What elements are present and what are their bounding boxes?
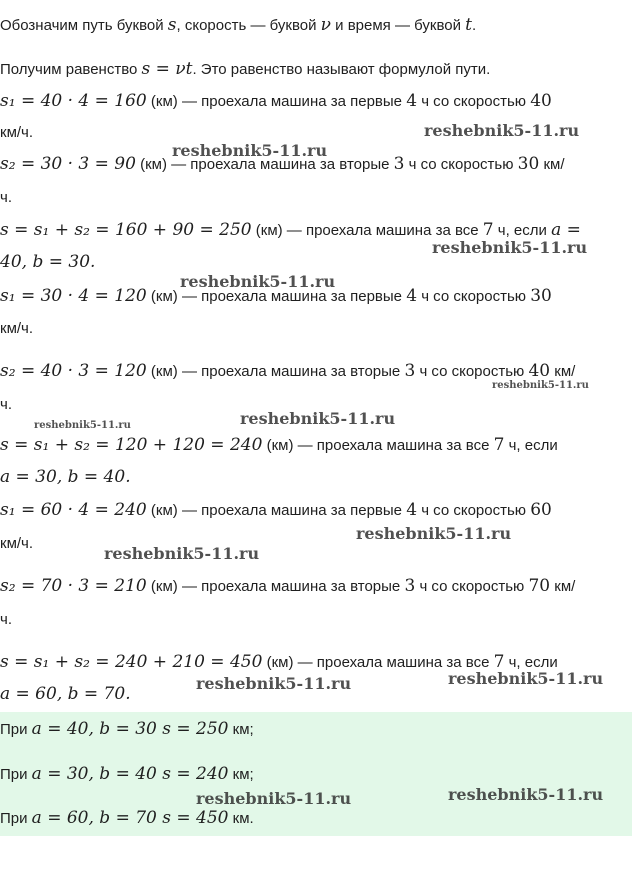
watermark: reshebnik5-11.ru <box>196 674 352 693</box>
block3-s-line: s = s₁ + s₂ = 240 + 210 = 450 (км) — проехала машина за все 7 ч, если <box>0 652 558 672</box>
intro-line-2: Получим равенство s = νt. Это равенство называют формулой пути. <box>0 59 491 79</box>
watermark: reshebnik5-11.ru <box>34 420 131 431</box>
block3-s-tail: a = 60, b = 70. <box>0 684 131 704</box>
block1-s-tail: 40, b = 30. <box>0 252 96 272</box>
block1-s-line: s = s₁ + s₂ = 160 + 90 = 250 (км) — проехала машина за все 7 ч, если a = <box>0 220 581 240</box>
block1-s2-tail: ч. <box>0 189 12 206</box>
block3-s1-tail: км/ч. <box>0 535 34 552</box>
block3-s2-line: s₂ = 70 · 3 = 210 (км) — проехала машина за вторые 3 ч со скоростью 70 км/ <box>0 576 576 596</box>
watermark: reshebnik5-11.ru <box>492 380 589 391</box>
watermark: reshebnik5-11.ru <box>240 409 396 428</box>
block2-s1-tail: км/ч. <box>0 320 34 337</box>
watermark: reshebnik5-11.ru <box>172 141 328 160</box>
answer-line-2: При a = 30, b = 40 s = 240 км; <box>0 764 254 784</box>
watermark: reshebnik5-11.ru <box>424 121 580 140</box>
watermark: reshebnik5-11.ru <box>104 544 260 563</box>
block1-s1-line: s₁ = 40 · 4 = 160 (км) — проехала машина за первые 4 ч со скоростью 40 <box>0 91 552 111</box>
block2-s-line: s = s₁ + s₂ = 120 + 120 = 240 (км) — проехала машина за все 7 ч, если <box>0 435 558 455</box>
answer-line-1: При a = 40, b = 30 s = 250 км; <box>0 719 254 739</box>
watermark: reshebnik5-11.ru <box>356 524 512 543</box>
watermark: reshebnik5-11.ru <box>196 789 352 808</box>
watermark: reshebnik5-11.ru <box>180 272 336 291</box>
watermark: reshebnik5-11.ru <box>448 785 604 804</box>
block3-s1-line: s₁ = 60 · 4 = 240 (км) — проехала машина за первые 4 ч со скоростью 60 <box>0 500 552 520</box>
block2-s-tail: a = 30, b = 40. <box>0 467 131 487</box>
block2-s2-tail: ч. <box>0 396 12 413</box>
block1-s2-line: s₂ = 30 · 3 = 90 (км) — проехала машина за вторые 3 ч со скоростью 30 км/ <box>0 154 565 174</box>
block2-s2-line: s₂ = 40 · 3 = 120 (км) — проехала машина за вторые 3 ч со скоростью 40 км/ <box>0 361 576 381</box>
watermark: reshebnik5-11.ru <box>432 238 588 257</box>
intro-line-1: Обозначим путь буквой s, скорость — буквой ν и время — буквой t. <box>0 15 477 35</box>
watermark: reshebnik5-11.ru <box>448 669 604 688</box>
block2-s1-line: s₁ = 30 · 4 = 120 (км) — проехала машина за первые 4 ч со скоростью 30 <box>0 286 552 306</box>
block3-s2-tail: ч. <box>0 611 12 628</box>
answer-line-3: При a = 60, b = 70 s = 450 км. <box>0 808 254 828</box>
block1-s1-tail: км/ч. <box>0 124 34 141</box>
